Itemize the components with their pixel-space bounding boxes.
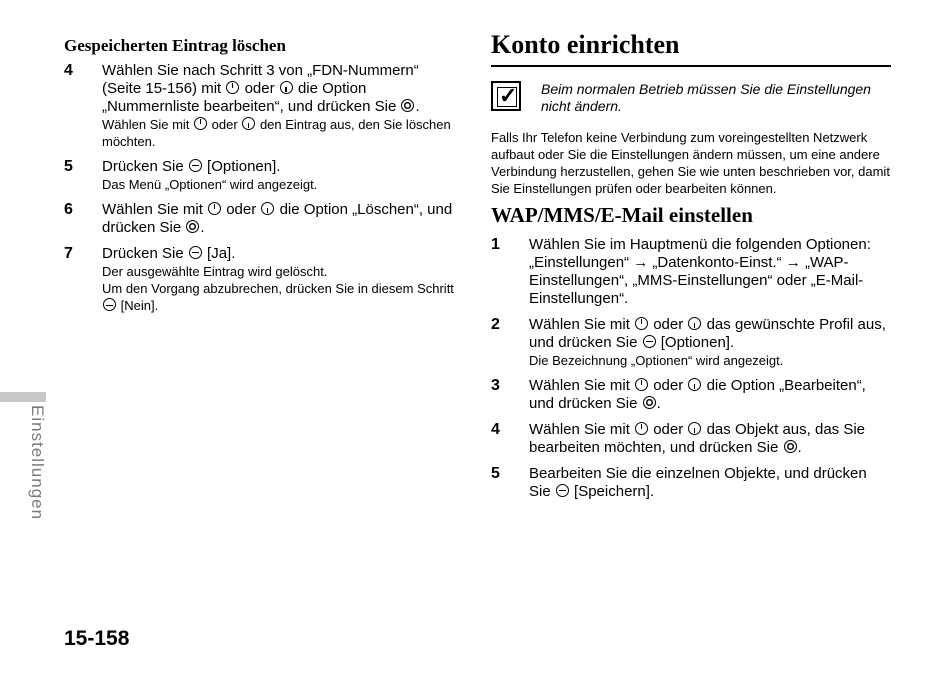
center-key-icon — [186, 220, 199, 233]
step-number: 6 — [64, 201, 73, 218]
intro-paragraph: Falls Ihr Telefon keine Verbindung zum voreingestellten Netzwerk aufbaut oder Sie die Einstellungen ändern müssen, um eine andere Verbindung herzustellen, gehen Sie wie unten beschrieben vor, damit Sie Einstellungen prüfen oder bearbeiten können. — [491, 130, 890, 196]
step-3: 3 Wählen Sie mit oder die Option „Bearbeiten“, und drücken Sie . — [491, 377, 866, 412]
nav-up-key-icon — [635, 422, 648, 435]
step-number: 4 — [491, 421, 500, 438]
center-key-icon — [401, 99, 414, 112]
right-soft-key-icon — [643, 335, 656, 348]
step-number: 3 — [491, 377, 500, 394]
side-chapter-label: Einstellungen — [28, 405, 47, 521]
note-box — [491, 81, 891, 115]
step-number: 5 — [491, 465, 500, 482]
nav-up-key-icon — [635, 317, 648, 330]
nav-down-key-icon — [688, 378, 701, 391]
step-6: 6 Wählen Sie mit oder die Option „Löschen“, und drücken Sie . — [64, 201, 453, 236]
side-tab-marker — [0, 392, 46, 402]
right-soft-key-icon — [556, 484, 569, 497]
page-title: Konto einrichten — [491, 30, 891, 67]
step-number: 4 — [64, 62, 73, 79]
step-5: 5 Drücken Sie [Optionen]. Das Menü „Optionen“ wird angezeigt. — [64, 158, 318, 192]
nav-up-key-icon — [635, 378, 648, 391]
step-number: 2 — [491, 316, 500, 333]
step-5-right: 5 Bearbeiten Sie die einzelnen Objekte, und drücken Sie [Speichern]. — [491, 465, 867, 500]
left-column — [64, 36, 462, 322]
nav-down-key-icon — [688, 422, 701, 435]
right-soft-key-icon — [189, 246, 202, 259]
step-2: 2 Wählen Sie mit oder das gewünschte Profil aus, und drücken Sie [Optionen]. Die Bezeichnung „Optionen“ wird angezeigt. — [491, 316, 886, 368]
step-number: 5 — [64, 158, 73, 175]
step-number: 1 — [491, 236, 500, 253]
nav-down-key-icon — [688, 317, 701, 330]
nav-down-key-icon — [242, 117, 255, 130]
right-soft-key-icon — [189, 159, 202, 172]
left-soft-key-icon — [103, 298, 116, 311]
section-heading-delete-entry: Gespeicherten Eintrag löschen — [64, 36, 286, 55]
nav-up-key-icon — [226, 81, 239, 94]
center-key-icon — [643, 396, 656, 409]
nav-down-key-icon — [280, 81, 293, 94]
step-7: 7 Drücken Sie [Ja]. Der ausgewählte Eintrag wird gelöscht. Um den Vorgang abzubrechen, drücken Sie in diesem Schritt [Nein]. — [64, 245, 454, 313]
step-number: 7 — [64, 245, 73, 262]
page-number: 15-158 — [64, 627, 130, 650]
section-heading-wap-mms-email: WAP/MMS/E-Mail einstellen — [491, 203, 753, 227]
step-1: 1 Wählen Sie im Hauptmenü die folgenden Optionen: „Einstellungen“ → „Datenkonto-Einst.“ → „WAP-Einstellungen“, „MMS-Einstellungen“ oder „E-Mail-Einstellungen“. — [491, 236, 871, 307]
nav-down-key-icon — [261, 202, 274, 215]
note-text: Beim normalen Betrieb müssen Sie die Einstellungen nicht ändern. — [541, 81, 871, 114]
checkmark-note-icon: ✓ — [491, 81, 521, 111]
right-column — [491, 30, 891, 509]
step-4: 4 Wählen Sie nach Schritt 3 von „FDN-Nummern“ (Seite 15-156) mit oder die Option „Nummernliste bearbeiten“, und drücken Sie . Wählen Sie mit oder den Eintrag aus, den Sie löschen möchten. — [64, 62, 451, 149]
nav-up-key-icon — [194, 117, 207, 130]
nav-up-key-icon — [208, 202, 221, 215]
center-key-icon — [784, 440, 797, 453]
step-4-right: 4 Wählen Sie mit oder das Objekt aus, das Sie bearbeiten möchten, und drücken Sie . — [491, 421, 866, 456]
